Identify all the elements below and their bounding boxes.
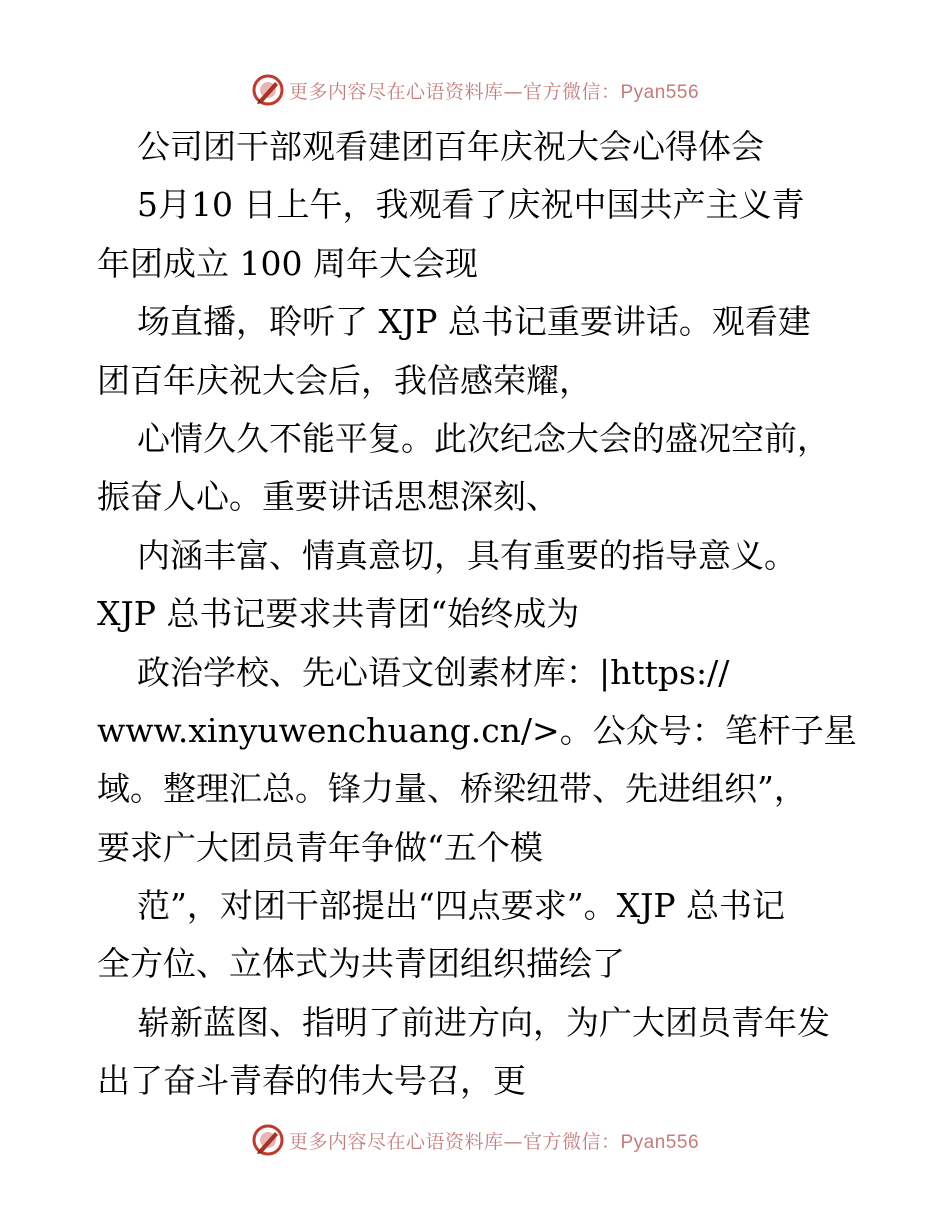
paragraph-line: 范”，对团干部提出“四点要求”。XJP 总书记	[137, 886, 786, 926]
pen-logo-icon	[251, 73, 285, 107]
footer-banner	[0, 1120, 950, 1160]
paragraph-line: 出了奋斗青春的伟大号召，更	[97, 1061, 526, 1101]
header-banner	[0, 70, 950, 110]
paragraph-line: 域。整理汇总。锋力量、桥梁纽带、先进组织”，	[97, 769, 807, 809]
paragraph-line: 全方位、立体式为共青团组织描绘了	[97, 944, 625, 984]
paragraph-line: 内涵丰富、情真意切，具有重要的指导意义。	[137, 535, 797, 575]
paragraph-line: www.xinyuwenchuang.cn/>。公众号：笔杆子星	[97, 710, 857, 750]
paragraph-line: 振奋人心。重要讲话思想深刻、	[97, 477, 559, 517]
paragraph-line: 年团成立 100 周年大会现	[97, 243, 478, 283]
paragraph-line: 5月10 日上午，我观看了庆祝中国共产主义青	[137, 185, 805, 225]
paragraph-line: 心情久久不能平复。此次纪念大会的盛况空前，	[137, 418, 830, 458]
document-body	[97, 118, 877, 1111]
paragraph-line: 政治学校、先心语文创素材库：|https://	[137, 652, 730, 692]
paragraph-line: 团百年庆祝大会后，我倍感荣耀，	[97, 360, 592, 400]
footer-banner-text: 更多内容尽在心语资料库—官方微信：Pyan556	[288, 1130, 700, 1153]
paragraph-line: 崭新蓝图、指明了前进方向，为广大团员青年发	[137, 1002, 830, 1042]
header-banner-text: 更多内容尽在心语资料库—官方微信：Pyan556	[288, 80, 700, 103]
document-title: 公司团干部观看建团百年庆祝大会心得体会	[137, 127, 764, 166]
paragraph-line: 要求广大团员青年争做“五个模	[97, 827, 543, 867]
paragraph-line: XJP 总书记要求共青团“始终成为	[97, 594, 580, 634]
paragraph-line: 场直播，聆听了 XJP 总书记重要讲话。观看建	[137, 302, 811, 342]
pen-logo-icon	[251, 1123, 285, 1157]
